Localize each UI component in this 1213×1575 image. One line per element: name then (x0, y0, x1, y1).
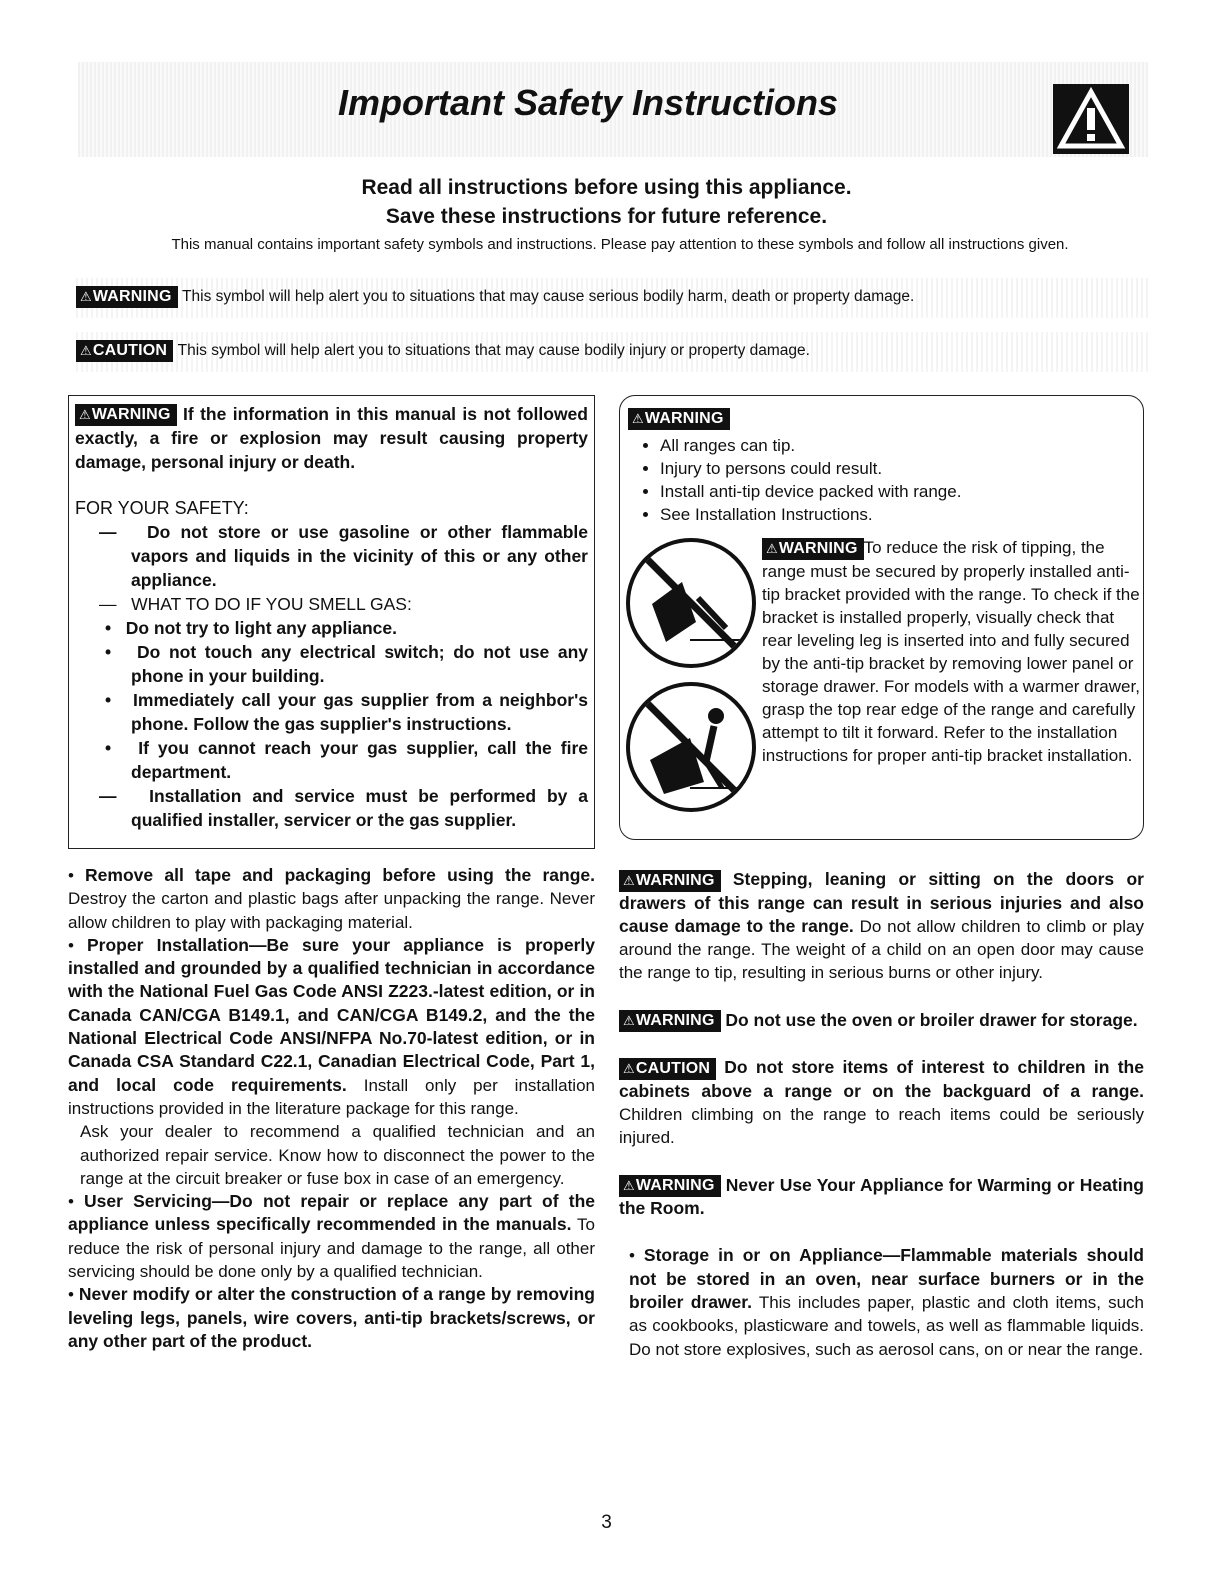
stepping-warning: ⚠WARNING Stepping, leaning or sitting on the doors or drawers of this range can result in serious injuries and also cause damage to the range. Do not allow children to climb or play around the range. The weight of a child on an open door may cause the range to tip, resulting in serious burns or other injury. (619, 869, 1144, 983)
intro-heading-1: Read all instructions before using this appliance. (361, 176, 852, 199)
anti-tip-warning-box (619, 395, 1144, 840)
range-tipping-icon (626, 538, 756, 668)
flammable-storage-paragraph: • Storage in or on Appliance—Flammable materials should not be stored in an oven, near surface burners or in the broiler drawer. This includes paper, plastic and cloth items, such as cookbooks, plasticware and towels, as well as flammable liquids. Do not store explosives, such as aerosol cans, on or near the range. (629, 1245, 1145, 1359)
installation-paragraph-2: Ask your dealer to recommend a qualified technician and an authorized repair service. Know how to disconnect the power to the range at the circuit breaker or fuse box in case of an emergency. (80, 1122, 595, 1188)
children-caution: ⚠CAUTION Do not store items of interest to children in the cabinets above a range or on the backguard of a range. Children climbing on the range to reach items could be seriously injured. (619, 1057, 1144, 1148)
warning-badge: ⚠WARNING (75, 404, 177, 426)
warning-badge: ⚠WARNING (619, 870, 721, 892)
safety-sub-3: • Immediately call your gas supplier from a neighbor's phone. Follow the gas supplier's instructions. (105, 690, 588, 735)
gas-warning-lead: If the information in this manual is not followed exactly, a fire or explosion may result causing property damage, personal injury or death. (75, 404, 588, 473)
safety-sub-2: • Do not touch any electrical switch; do not use any phone in your building. (105, 642, 588, 687)
list-item: • All ranges can tip. (660, 434, 1135, 457)
child-climbing-icon (626, 682, 756, 812)
list-item: • See Installation Instructions. (660, 503, 1135, 526)
right-column (619, 868, 1144, 1361)
warning-symbol-row (76, 278, 1151, 318)
intro-text: This manual contains important safety symbols and instructions. Please pay attention to these symbols and follow all instructions given. (171, 236, 1069, 253)
installation-paragraph: • Proper Installation—Be sure your appliance is properly installed and grounded by a qualified technician in accordance with the National Fuel Gas Code ANSI Z223.-latest edition, or in Canada CAN/CGA B149.1, and CAN/CGA B149.2, and the the National Electrical Code ANSI/NFPA No.70-latest edition, or in Canada CSA Standard C22.1, Canadian Electrical Code, Part 1, and local code requirements. Install only per installation instructions provided in the literature package for this range. (68, 934, 595, 1118)
anti-tip-text: ⚠WARNING To reduce the risk of tipping, the range must be secured by properly installed anti-tip bracket provided with the range. To check if the bracket is installed properly, visually check that rear leveling leg is inserted into and fully secured by the anti-tip bracket by removing lower panel or storage drawer. For models with a warmer drawer, grasp the top rear edge of the range and carefully attempt to tilt it forward. Refer to the installation instructions for proper anti-tip bracket installation. (762, 538, 1140, 765)
modify-paragraph: • Never modify or alter the construction of a range by removing leveling legs, panels, wire covers, anti-tip brackets/screws, or any other part of the product. (68, 1284, 595, 1351)
warning-badge: ⚠WARNING (76, 286, 178, 308)
warning-triangle-icon (1053, 84, 1129, 154)
storage-warning: ⚠WARNING Do not use the oven or broiler drawer for storage. (619, 1009, 1144, 1033)
warming-warning: ⚠WARNING Never Use Your Appliance for Warming or Heating the Room. (619, 1174, 1144, 1219)
gas-warning-box (68, 395, 595, 849)
for-your-safety-heading: FOR YOUR SAFETY: (75, 498, 249, 519)
anti-tip-bullets (628, 434, 1135, 526)
safety-item-2: — WHAT TO DO IF YOU SMELL GAS: (99, 594, 412, 615)
title-banner (78, 62, 1148, 157)
caution-symbol-row (76, 332, 1151, 372)
left-column (68, 864, 595, 1353)
servicing-paragraph: • User Servicing—Do not repair or replace any part of the appliance unless specifically recommended in the manuals. To reduce the risk of personal injury and damage to the range, all other servicing should be done only by a qualified technician. (68, 1191, 596, 1282)
safety-item-3: — Installation and service must be performed by a qualified installer, servicer or the gas supplier. (99, 786, 588, 831)
warning-badge: ⚠WARNING (619, 1175, 721, 1197)
caution-badge: ⚠CAUTION (76, 340, 173, 362)
warning-badge: ⚠WARNING (628, 408, 730, 430)
safety-sub-4: • If you cannot reach your gas supplier, call the fire department. (105, 738, 588, 783)
page-title: Important Safety Instructions (337, 82, 839, 123)
page-number: 3 (601, 1512, 612, 1533)
list-item: • Install anti-tip device packed with range. (660, 480, 1135, 503)
intro-heading-2: Save these instructions for future reference. (385, 205, 828, 228)
caution-badge: ⚠CAUTION (619, 1058, 716, 1080)
packaging-paragraph: • Remove all tape and packaging before using the range. Destroy the carton and plastic bags after unpacking the range. Never allow children to play with packaging material. (68, 865, 595, 932)
warning-symbol-text: This symbol will help alert you to situations that may cause serious bodily harm, death or property damage. (182, 288, 915, 306)
caution-symbol-text: This symbol will help alert you to situations that may cause bodily injury or property damage. (177, 342, 810, 360)
list-item: • Injury to persons could result. (660, 457, 1135, 480)
safety-item-1: — Do not store or use gasoline or other flammable vapors and liquids in the vicinity of this or any other appliance. (99, 522, 588, 591)
warning-badge: ⚠WARNING (619, 1010, 721, 1032)
safety-sub-1: • Do not try to light any appliance. (105, 618, 397, 639)
warning-badge: ⚠WARNING (762, 538, 864, 560)
